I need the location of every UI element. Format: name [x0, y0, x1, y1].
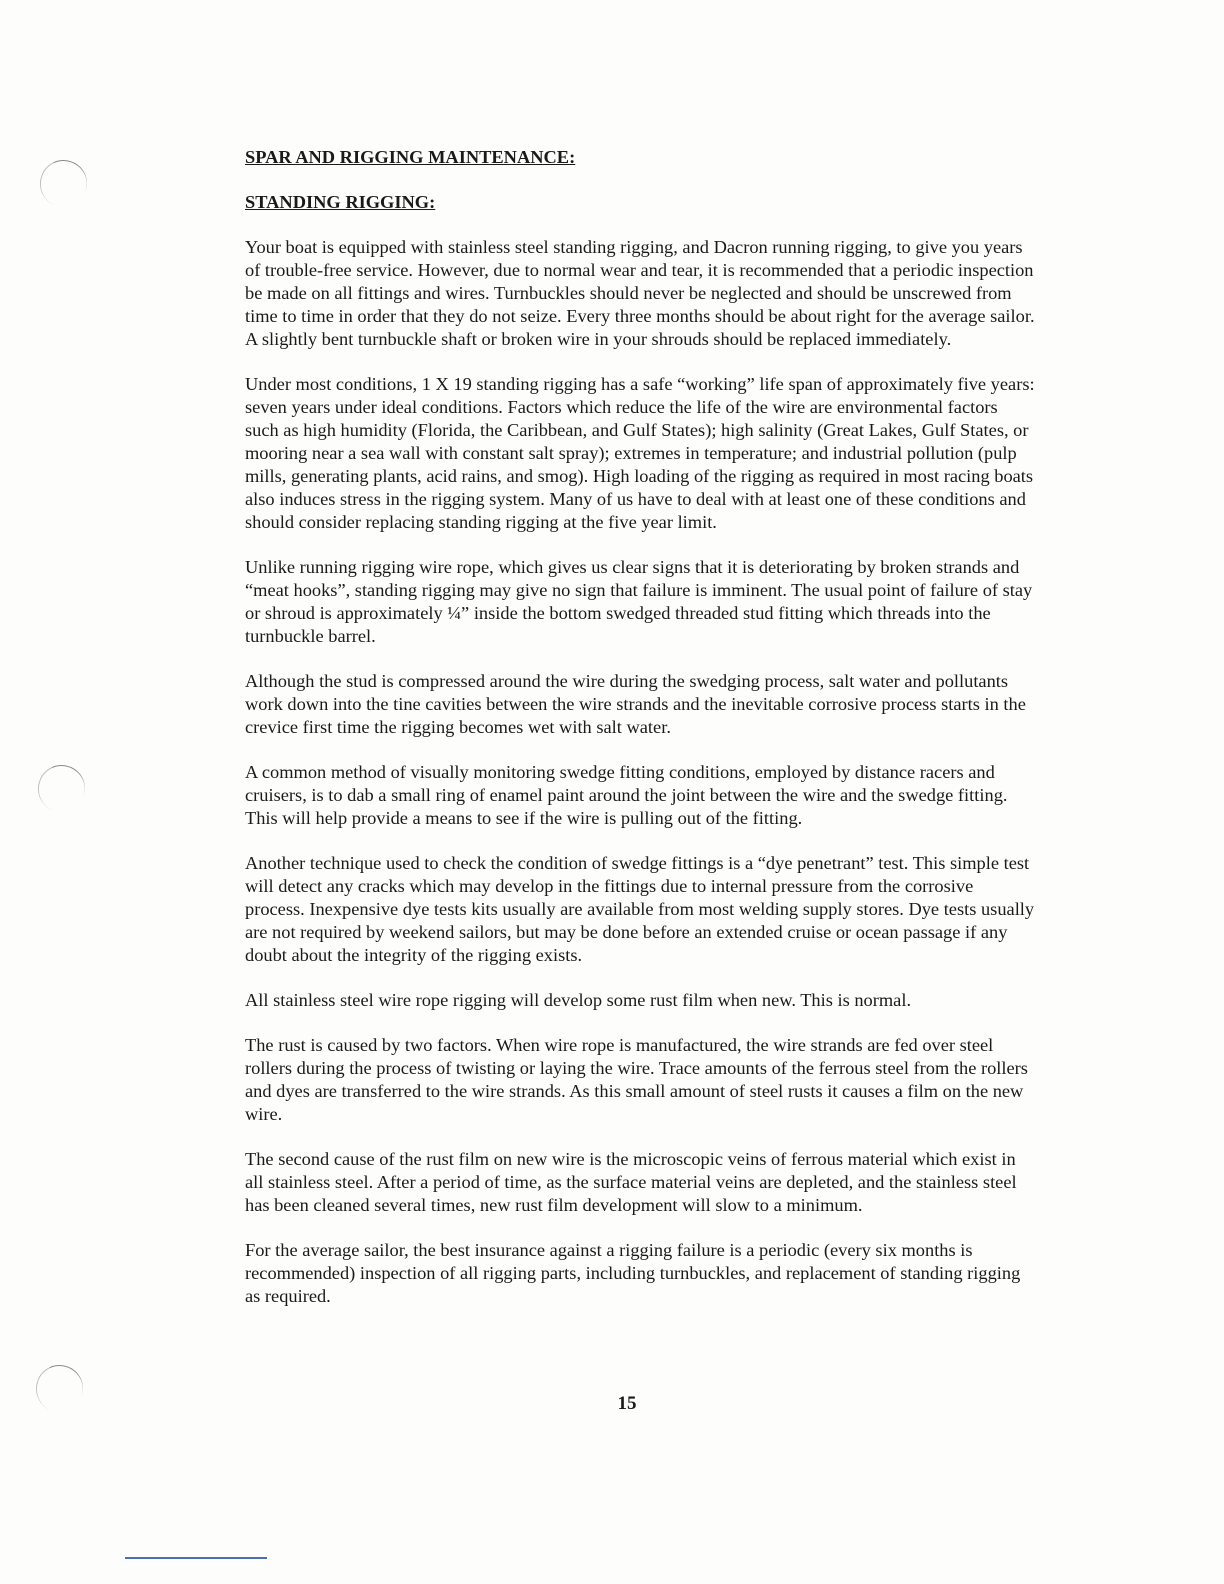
paragraph: All stainless steel wire rope rigging will develop some rust film when new. This is normal. [245, 990, 912, 1010]
paragraph: Your boat is equipped with stainless steel standing rigging, and Dacron running rigging, to give you years of trouble-free service. However, due to normal wear and tear, it is recommended that a periodic inspection be made on all fittings and wires. Turnbuckles should never be neglected and should be unscrewed from time to time in order that they do not seize. Every three months should be about right for the average sailor. A slightly bent turnbuckle shaft or broken wire in your shrouds should be replaced immediately. [245, 237, 1035, 349]
punch-hole-mark [31, 758, 91, 818]
punch-hole-mark [33, 153, 93, 213]
bottom-rule-line [125, 1557, 267, 1559]
page-number: 15 [617, 1393, 637, 1414]
paragraph: Although the stud is compressed around the wire during the swedging process, salt water and pollutants work down into the tine cavities between the wire strands and the inevitable corrosive process starts in the crevice first time the rigging becomes wet with salt water. [245, 671, 1026, 737]
paragraph: A common method of visually monitoring swedge fitting conditions, employed by distance racers and cruisers, is to dab a small ring of enamel paint around the joint between the wire and the swedge fitting. This will help provide a means to see if the wire is pulling out of the fitting. [245, 762, 1008, 828]
paragraph: For the average sailor, the best insurance against a rigging failure is a periodic (every six months is recommended) inspection of all rigging parts, including turnbuckles, and replacement of standing rigging as required. [245, 1240, 1021, 1306]
document-body [245, 146, 1035, 1330]
section-heading: SPAR AND RIGGING MAINTENANCE: [245, 147, 576, 167]
subsection-heading: STANDING RIGGING: [245, 192, 436, 212]
paragraph: The rust is caused by two factors. When wire rope is manufactured, the wire strands are fed over steel rollers during the process of twisting or laying the wire. Trace amounts of the ferrous steel from the rollers and dyes are transferred to the wire strands. As this small amount of steel rusts it causes a film on the new wire. [245, 1035, 1028, 1124]
paragraph: Under most conditions, 1 X 19 standing rigging has a safe “working” life span of approximately five years: seven years under ideal conditions. Factors which reduce the life of the wire are environmental factors such as high humidity (Florida, the Caribbean, and Gulf States); high salinity (Great Lakes, Gulf States, or mooring near a sea wall with constant salt spray); extremes in temperature; and industrial pollution (pulp mills, generating plants, acid rains, and smog). High loading of the rigging as required in most racing boats also induces stress in the rigging system. Many of us have to deal with at least one of these conditions and should consider replacing standing rigging at the five year limit. [245, 374, 1035, 532]
paragraph: The second cause of the rust film on new wire is the microscopic veins of ferrous material which exist in all stainless steel. After a period of time, as the surface material veins are depleted, and the stainless steel has been cleaned several times, new rust film development will slow to a minimum. [245, 1149, 1017, 1215]
paragraph: Another technique used to check the condition of swedge fittings is a “dye penetrant” test. This simple test will detect any cracks which may develop in the fittings due to internal pressure from the corrosive process. Inexpensive dye tests kits usually are available from most welding supply stores. Dye tests usually are not required by weekend sailors, but may be done before an extended cruise or ocean passage if any doubt about the integrity of the rigging exists. [245, 853, 1035, 965]
paragraph: Unlike running rigging wire rope, which gives us clear signs that it is deteriorating by broken strands and “meat hooks”, standing rigging may give no sign that failure is imminent. The usual point of failure of stay or shroud is approximately ¼” inside the bottom swedged threaded stud fitting which threads into the turnbuckle barrel. [245, 557, 1033, 646]
